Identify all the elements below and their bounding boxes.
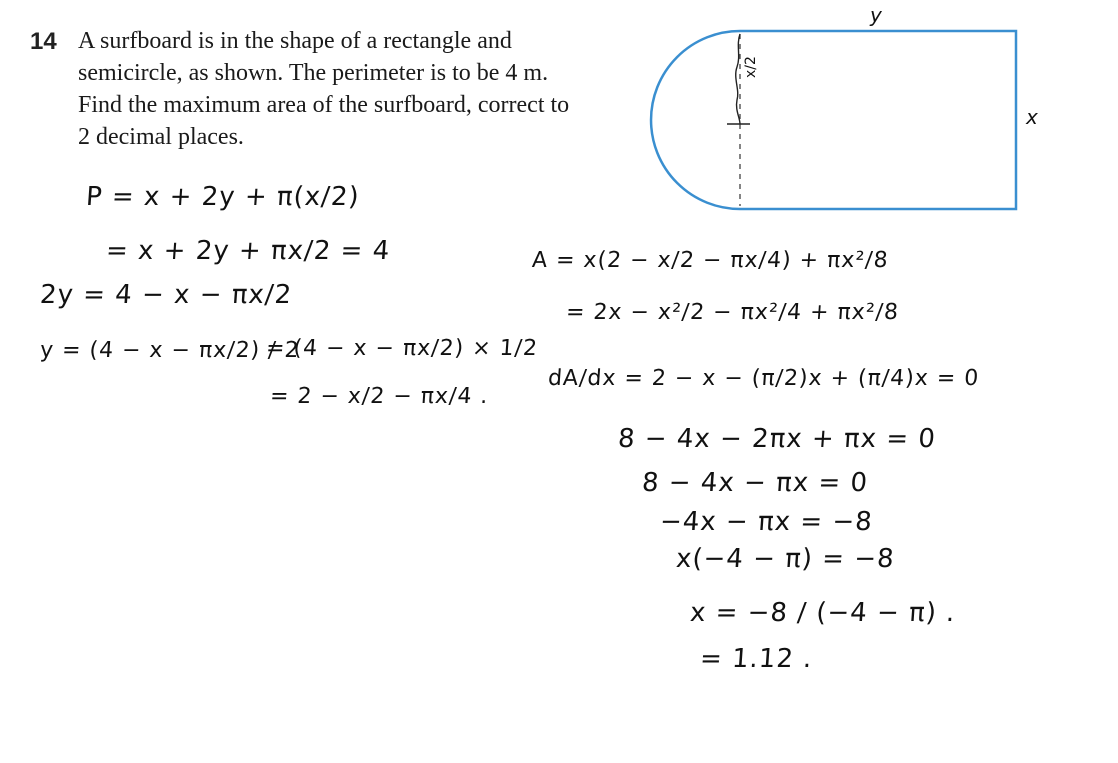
working-left-line-1: P = x + 2y + π(x/2) [84, 182, 361, 212]
working-left-line-3: 2y = 4 − x − πx/2 [38, 280, 294, 310]
working-right-line-1: A = x(2 − x/2 − πx/4) + πx²/8 [531, 248, 890, 273]
working-right-line-3: dA/dx = 2 − x − (π/2)x + (π/4)x = 0 [547, 366, 981, 391]
working-left-line-2: = x + 2y + πx/2 = 4 [104, 236, 392, 266]
working-right-line-4: 8 − 4x − 2πx + πx = 0 [616, 424, 937, 454]
label-radius: x/2 [743, 56, 759, 78]
working-right-line-2: = 2x − x²/2 − πx²/4 + πx²/8 [565, 300, 900, 325]
working-left-line-6: = 2 − x/2 − πx/4 . [269, 384, 490, 409]
working-right-line-9: = 1.12 . [698, 644, 814, 674]
question-line-3: Find the maximum area of the surfboard, correct to [78, 92, 570, 118]
working-right-line-5: 8 − 4x − πx = 0 [640, 468, 870, 498]
question-line-2: semicircle, as shown. The perimeter is to be 4 m. [78, 60, 549, 86]
surfboard-outline [651, 31, 1016, 209]
working-right-line-6: −4x − πx = −8 [658, 507, 874, 537]
radius-brace [736, 34, 740, 124]
label-x: x [1026, 105, 1038, 129]
question-line-1: A surfboard is in the shape of a rectangle and [78, 28, 512, 54]
working-left-line-5: = (4 − x − πx/2) × 1/2 [265, 336, 539, 361]
question-number: 14 [30, 28, 57, 55]
label-y: y [870, 3, 882, 27]
working-left-line-4: y = (4 − x − πx/2) / 2 [39, 338, 301, 363]
working-right-line-8: x = −8 / (−4 − π) . [688, 598, 957, 628]
question-line-4: 2 decimal places. [78, 124, 244, 150]
working-right-line-7: x(−4 − π) = −8 [674, 544, 896, 574]
